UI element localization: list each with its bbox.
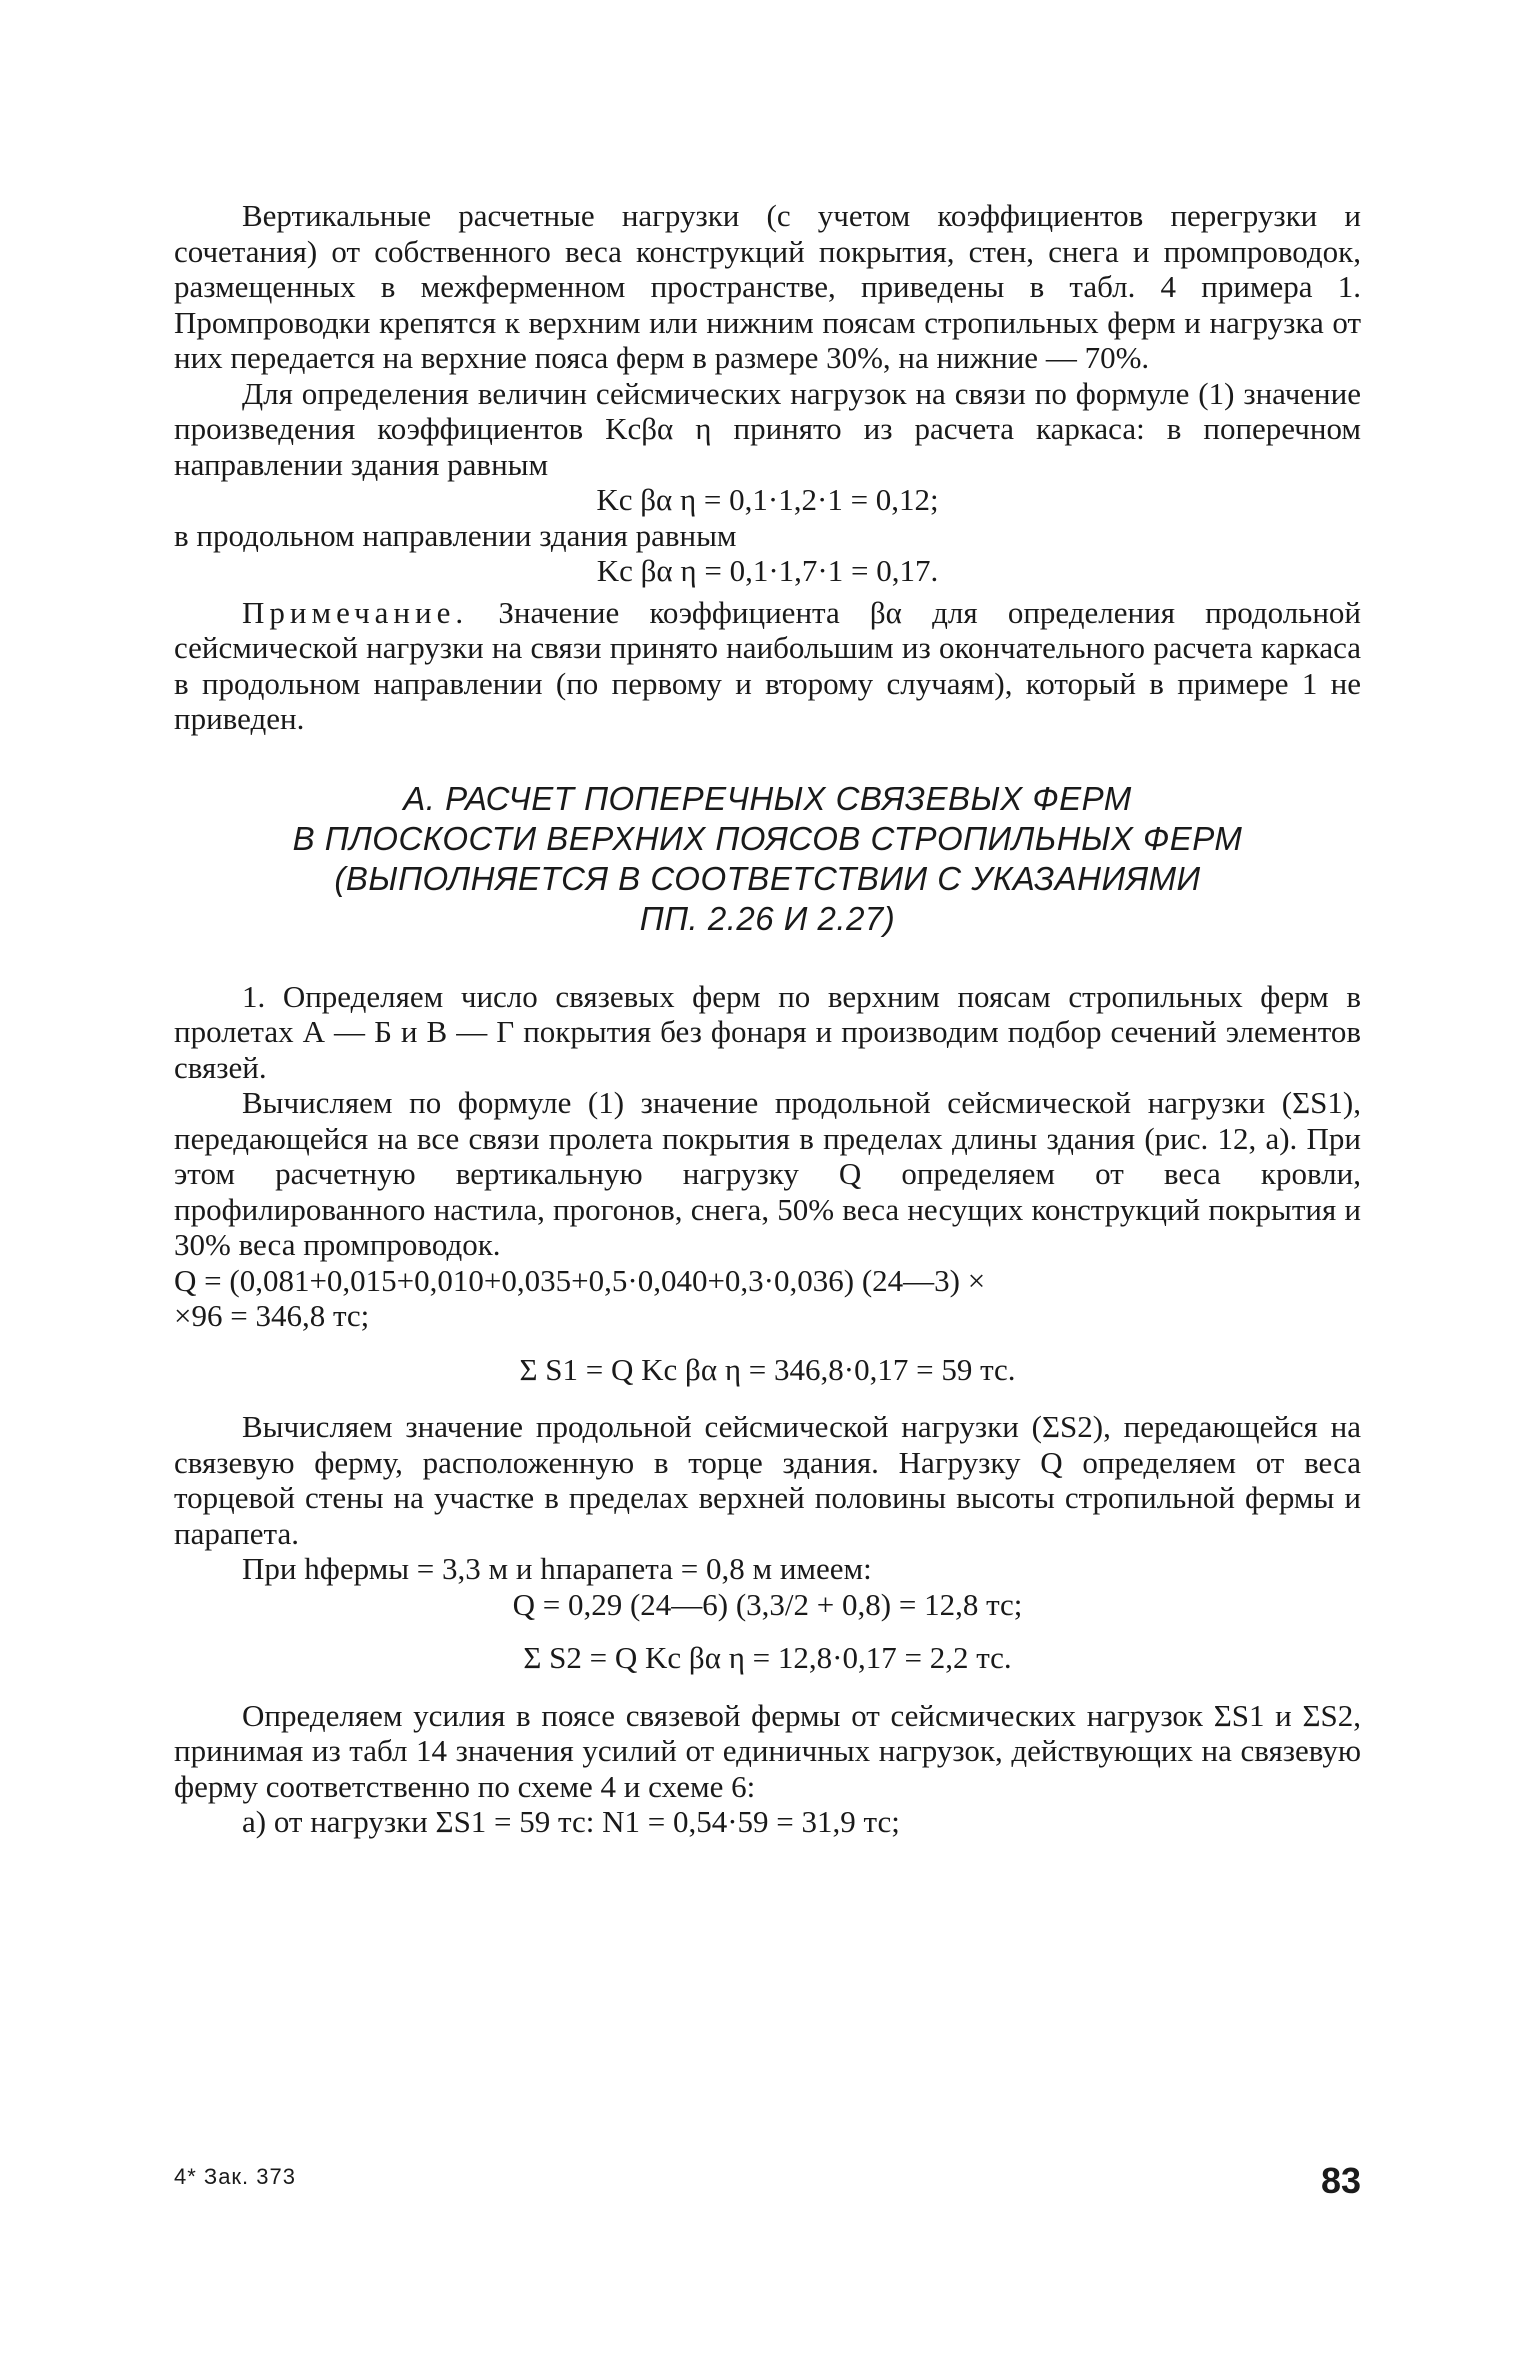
formula-q1-line-2: ×96 = 346,8 тс; — [174, 1298, 370, 1333]
heading-line-4: ПП. 2.26 И 2.27) — [639, 899, 896, 937]
heading-line-1: А. РАСЧЕТ ПОПЕРЕЧНЫХ СВЯЗЕВЫХ ФЕРМ — [403, 779, 1132, 817]
order-number: 4* Зак. 373 — [174, 2164, 296, 2189]
page-number: 83 — [1320, 2160, 1361, 2201]
formula-transverse: Kc βα η = 0,1·1,2·1 = 0,12; — [596, 482, 939, 517]
paragraph-seismic-coefficients: Для определения величин сейсмических нагрузок на связи по формуле (1) значение произведения коэффициентов Kcβα η принято из расчета каркаса: в поперечном направлении здания равным — [174, 375, 1361, 482]
note-text: Значение коэффициента βα для определения продольной сейсмической нагрузки на связи принято наибольшим из окончательного расчета каркаса в продольном направлении (по первому и второму случаям), который в примере 1 не приведен. — [174, 594, 1361, 736]
heading-line-2: В ПЛОСКОСТИ ВЕРХНИХ ПОЯСОВ СТРОПИЛЬНЫХ ФЕРМ — [292, 819, 1243, 857]
paragraph-longitudinal: в продольном направлении здания равным — [174, 517, 737, 553]
formula-q1-line-1: Q = (0,081+0,015+0,010+0,035+0,5·0,040+0,3·0,036) (24—3) × — [174, 1262, 986, 1298]
paragraph-heights: При hфермы = 3,3 м и hпарапета = 0,8 м имеем: — [242, 1551, 872, 1586]
paragraph-calc-s1: Вычисляем по формуле (1) значение продольной сейсмической нагрузки (ΣS1), передающейся на все связи пролета покрытия в пределах длины здания (рис. 12, а). При этом расчетную вертикальную нагрузку Q определяем от веса кровли, профилированного настила, прогонов, снега, 50% веса несущих конструкций покрытия и 30% веса промпроводок. — [174, 1085, 1361, 1262]
paragraph-load-a: а) от нагрузки ΣS1 = 59 тс: N1 = 0,54·59 = 31,9 тс; — [242, 1804, 900, 1839]
formula-s1: Σ S1 = Q Kc βα η = 346,8·0,17 = 59 тс. — [519, 1351, 1016, 1387]
formula-s2: Σ S2 = Q Kc βα η = 12,8·0,17 = 2,2 тс. — [523, 1640, 1012, 1675]
heading-line-3: (ВЫПОЛНЯЕТСЯ В СООТВЕТСТВИИ С УКАЗАНИЯМИ — [334, 859, 1201, 897]
paragraph-calc-s2: Вычисляем значение продольной сейсмической нагрузки (ΣS2), передающейся на связевую ферму, расположенную в торце здания. Нагрузку Q определяем от веса торцевой стены на участке в пределах верхней половины высоты стропильной фермы и парапета. — [174, 1409, 1361, 1551]
page-body — [174, 198, 1361, 1840]
section-heading — [174, 779, 1361, 939]
paragraph-forces: Определяем усилия в поясе связевой фермы от сейсмических нагрузок ΣS1 и ΣS2, принимая из табл 14 значения усилий от единичных нагрузок, действующих на связевую ферму соответственно по схеме 4 и схеме 6: — [174, 1697, 1361, 1804]
paragraph-vertical-loads: Вертикальные расчетные нагрузки (с учетом коэффициентов перегрузки и сочетания) от собственного веса конструкций покрытия, стен, снега и промпроводок, размещенных в межферменном пространстве, приведены в табл. 4 примера 1. Промпроводки крепятся к верхним или нижним поясам стропильных ферм и нагрузка от них передается на верхние пояса ферм в размере 30%, на нижние — 70%. — [174, 198, 1361, 375]
formula-q2: Q = 0,29 (24—6) (3,3/2 + 0,8) = 12,8 тс; — [512, 1586, 1023, 1622]
formula-longitudinal: Kc βα η = 0,1·1,7·1 = 0,17. — [596, 553, 939, 588]
note-paragraph — [174, 595, 1361, 737]
note-label: Примечание. — [242, 594, 469, 630]
paragraph-step-1: 1. Определяем число связевых ферм по верхним поясам стропильных ферм в пролетах А — Б и В — Г покрытия без фонаря и производим подбор сечений элементов связей. — [174, 978, 1361, 1085]
